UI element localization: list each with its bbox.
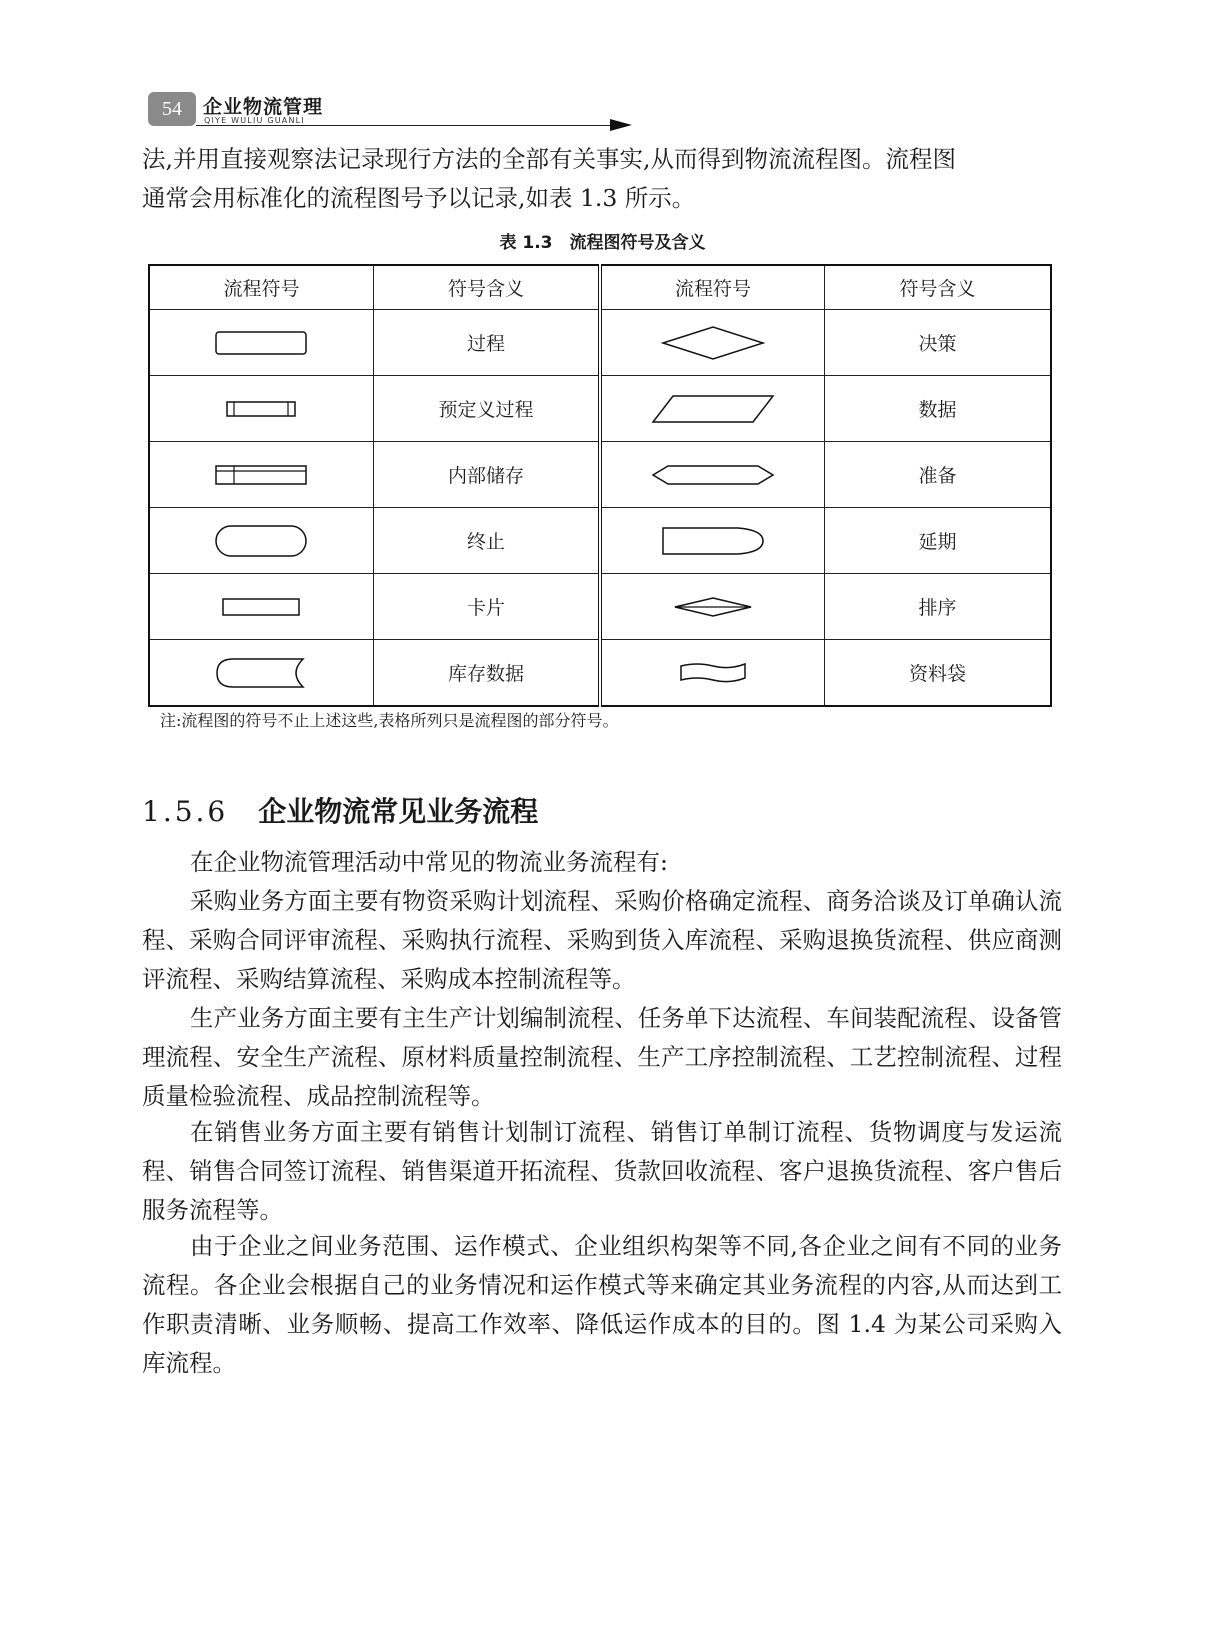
page-number: 54 — [148, 92, 196, 126]
symbol-meaning: 终止 — [373, 508, 600, 574]
intro-line-2: 通常会用标准化的流程图号予以记录,如表 1.3 所示。 — [142, 184, 696, 212]
body-paragraph: 在销售业务方面主要有销售计划制订流程、销售订单制订流程、货物调度与发运流程、销售合同签订流程、销售渠道开拓流程、货款回收流程、客户退换货流程、客户售后服务流程等。 — [142, 1118, 1062, 1224]
table-row — [149, 442, 1051, 508]
header-symbol: 流程符号 — [600, 265, 824, 310]
predefined-process-icon — [150, 397, 373, 421]
table-row — [149, 310, 1051, 376]
body-paragraph: 采购业务方面主要有物资采购计划流程、采购价格确定流程、商务洽谈及订单确认流程、采购合同评审流程、采购执行流程、采购到货入库流程、采购退换货流程、供应商测评流程、采购结算流程、采购成本控制流程等。 — [142, 887, 1062, 993]
table-header-row — [149, 265, 1051, 310]
internal-storage-icon — [150, 462, 373, 488]
header-rule — [196, 125, 616, 126]
header-symbol: 流程符号 — [149, 265, 373, 310]
section-title: 企业物流常见业务流程 — [258, 795, 539, 828]
header-meaning: 符号含义 — [824, 265, 1051, 310]
symbol-meaning: 延期 — [824, 508, 1051, 574]
document-bag-icon — [602, 660, 824, 686]
header-meaning: 符号含义 — [373, 265, 600, 310]
symbol-meaning: 排序 — [824, 574, 1051, 640]
body-paragraph: 由于企业之间业务范围、运作模式、企业组织构架等不同,各企业之间有不同的业务流程。各企业会根据自己的业务情况和运作模式等来确定其业务流程的内容,从而达到工作职责清晰、业务顺畅、提高工作效率、降低运作成本的目的。图 1.4 为某公司采购入库流程。 — [142, 1232, 1062, 1377]
running-header — [148, 92, 628, 132]
book-subtitle: QIYE WULIU GUANLI — [204, 116, 305, 125]
stored-data-icon — [150, 655, 373, 691]
delay-shape-icon — [602, 524, 824, 558]
symbol-meaning: 数据 — [824, 376, 1051, 442]
symbol-meaning: 决策 — [824, 310, 1051, 376]
table-row — [149, 376, 1051, 442]
sort-icon — [602, 595, 824, 619]
section-number: 1.5.6 — [142, 795, 229, 828]
card-icon — [150, 595, 373, 619]
symbol-meaning: 库存数据 — [373, 640, 600, 707]
symbol-meaning: 资料袋 — [824, 640, 1051, 707]
symbol-meaning: 卡片 — [373, 574, 600, 640]
symbol-meaning: 内部储存 — [373, 442, 600, 508]
header-arrow-icon — [610, 119, 632, 131]
book-title: 企业物流管理 — [203, 96, 324, 118]
terminator-rounded-icon — [150, 522, 373, 560]
data-parallelogram-icon — [602, 392, 824, 426]
flowchart-symbol-table — [148, 264, 1052, 707]
decision-diamond-icon — [602, 323, 824, 363]
symbol-meaning: 过程 — [373, 310, 600, 376]
table-row — [149, 508, 1051, 574]
symbol-meaning: 准备 — [824, 442, 1051, 508]
symbol-meaning: 预定义过程 — [373, 376, 600, 442]
preparation-hexagon-icon — [602, 461, 824, 489]
body-paragraph: 在企业物流管理活动中常见的物流业务流程有: — [190, 848, 668, 876]
table-note: 注:流程图的符号不止上述这些,表格所列只是流程图的部分符号。 — [160, 711, 619, 730]
table-row — [149, 574, 1051, 640]
body-paragraph: 生产业务方面主要有主生产计划编制流程、任务单下达流程、车间装配流程、设备管理流程、安全生产流程、原材料质量控制流程、生产工序控制流程、工艺控制流程、过程质量检验流程、成品控制流程等。 — [142, 1004, 1062, 1110]
table-row — [149, 640, 1051, 707]
table-title: 表 1.3 流程图符号及含义 — [499, 233, 706, 253]
section-heading — [142, 790, 538, 830]
intro-line-1: 法,并用直接观察法记录现行方法的全部有关事实,从而得到物流流程图。流程图 — [142, 145, 956, 173]
process-rectangle-icon — [150, 328, 373, 358]
